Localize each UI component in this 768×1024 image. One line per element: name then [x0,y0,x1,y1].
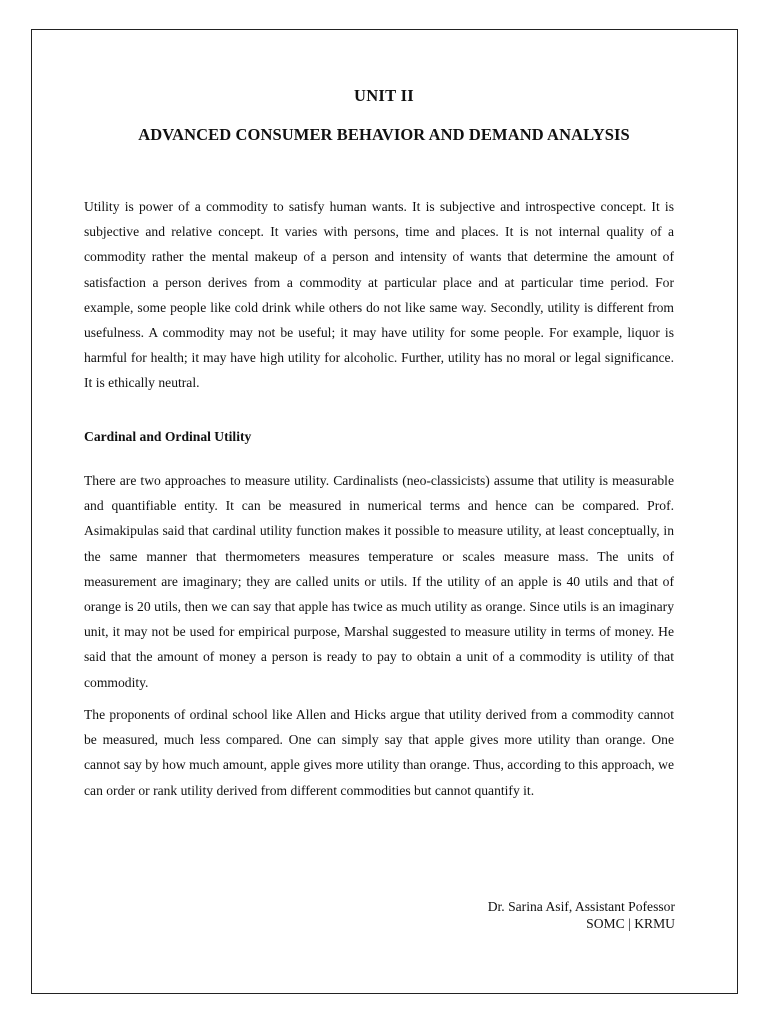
author-signature [488,898,675,932]
main-title: ADVANCED CONSUMER BEHAVIOR AND DEMAND ANALYSIS [138,125,630,144]
section-heading: Cardinal and Ordinal Utility [84,429,252,444]
signature-affiliation: SOMC | KRMU [586,916,675,931]
signature-name: Dr. Sarina Asif, Assistant Pofessor [487,899,675,914]
ordinal-paragraph: The proponents of ordinal school like Allen and Hicks argue that utility derived from a commodity cannot be measured, much less compared. One can simply say that apple gives more utility than orange. One cannot say by how much amount, apple gives more utility than orange. Thus, according to this approach, we can order or rank utility derived from different commodities but cannot quantify it. [84,707,674,798]
cardinal-paragraph: There are two approaches to measure utility. Cardinalists (neo-classicists) assume that utility is measurable and quantifiable entity. It can be measured in numerical terms and hence can be compared. Prof. Asimakipulas said that cardinal utility function makes it possible to measure utility, at least conceptually, in the same manner that thermometers measures temperature or scales measure mass. The units of measurement are imaginary; they are called units or utils. If the utility of an apple is 40 utils and that of orange is 20 utils, then we can say that apple has twice as much utility as orange. Since utils is an imaginary unit, it may not be used for empirical purpose, Marshal suggested to measure utility in terms of money. He said that the amount of money a person is ready to pay to obtain a unit of a commodity is utility of that commodity. [84,473,674,690]
unit-title: UNIT II [353,86,415,105]
intro-paragraph: Utility is power of a commodity to satisfy human wants. It is subjective and introspective concept. It is subjective and relative concept. It varies with persons, time and places. It is not internal quality of a commodity rather the mental makeup of a person and intensity of wants that determine the amount of satisfaction a person derives from a commodity at particular place and at particular time period. For example, some people like cold drink while others do not like same way. Secondly, utility is different from usefulness. A commodity may not be useful; it may have utility for some people. For example, liquor is harmful for health; it may have high utility for alcoholic. Further, utility has no moral or legal significance. It is ethically neutral. [84,199,674,391]
